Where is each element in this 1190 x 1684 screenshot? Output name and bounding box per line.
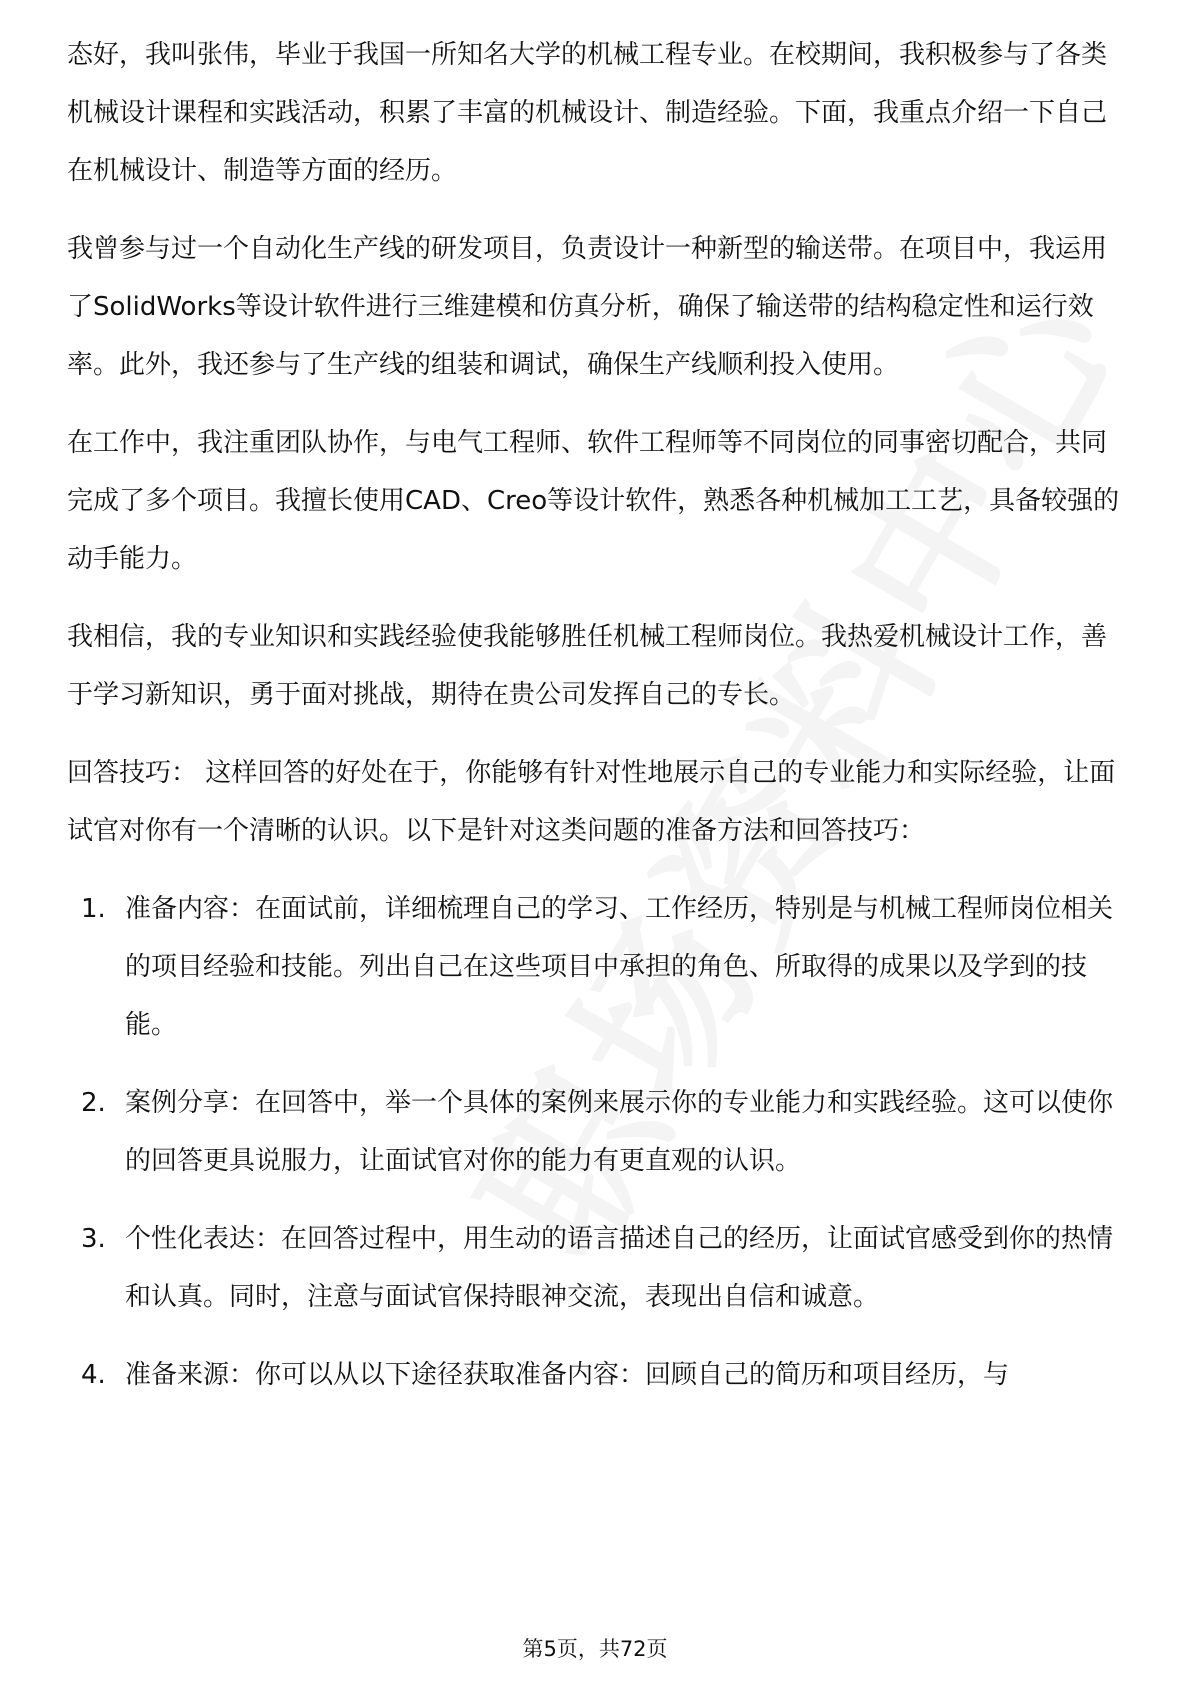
paragraph-confidence: 我相信，我的专业知识和实践经验使我能够胜任机械工程师岗位。我热爱机械设计工作，善于学习新知识，勇于面对挑战，期待在贵公司发挥自己的专长。 — [67, 622, 1108, 710]
list-number: 2. — [81, 1088, 106, 1118]
list-number: 1. — [81, 894, 106, 924]
list-text: 案例分享：在回答中，举一个具体的案例来展示你的专业能力和实践经验。这可以使你的回答更具说服力，让面试官对你的能力有更直观的认识。 — [125, 1088, 1114, 1176]
paragraph-tips: 回答技巧： 这样回答的好处在于，你能够有针对性地展示自己的专业能力和实际经验，让面试官对你有一个清晰的认识。以下是针对这类问题的准备方法和回答技巧： — [67, 758, 1116, 846]
list-text: 准备来源：你可以从以下途径获取准备内容：回顾自己的简历和项目经历，与 — [125, 1360, 1010, 1390]
paragraph-project: 我曾参与过一个自动化生产线的研发项目，负责设计一种新型的输送带。在项目中，我运用了SolidWorks等设计软件进行三维建模和仿真分析，确保了输送带的结构稳定性和运行效率。此外，我还参与了生产线的组装和调试，确保生产线顺利投入使用。 — [67, 234, 1108, 380]
tips-list — [67, 880, 1123, 1404]
document-body — [67, 26, 1123, 1424]
paragraph-intro: 态好，我叫张伟，毕业于我国一所知名大学的机械工程专业。在校期间，我积极参与了各类机械设计课程和实践活动，积累了丰富的机械设计、制造经验。下面，我重点介绍一下自己在机械设计、制造等方面的经历。 — [67, 40, 1108, 186]
page-footer: 第5页，共72页 — [522, 1637, 668, 1661]
paragraph-teamwork: 在工作中，我注重团队协作，与电气工程师、软件工程师等不同岗位的同事密切配合，共同完成了多个项目。我擅长使用CAD、Creo等设计软件，熟悉各种机械加工工艺，具备较强的动手能力。 — [67, 428, 1120, 574]
list-text: 准备内容：在面试前，详细梳理自己的学习、工作经历，特别是与机械工程师岗位相关的项目经验和技能。列出自己在这些项目中承担的角色、所取得的成果以及学到的技能。 — [125, 894, 1114, 1040]
list-number: 4. — [81, 1360, 106, 1390]
list-item — [67, 880, 1123, 1054]
list-item — [67, 1074, 1123, 1190]
list-item — [67, 1346, 1123, 1404]
list-item — [67, 1210, 1123, 1326]
list-text: 个性化表达：在回答过程中，用生动的语言描述自己的经历，让面试官感受到你的热情和认真。同时，注意与面试官保持眼神交流，表现出自信和诚意。 — [125, 1224, 1114, 1312]
list-number: 3. — [81, 1224, 106, 1254]
